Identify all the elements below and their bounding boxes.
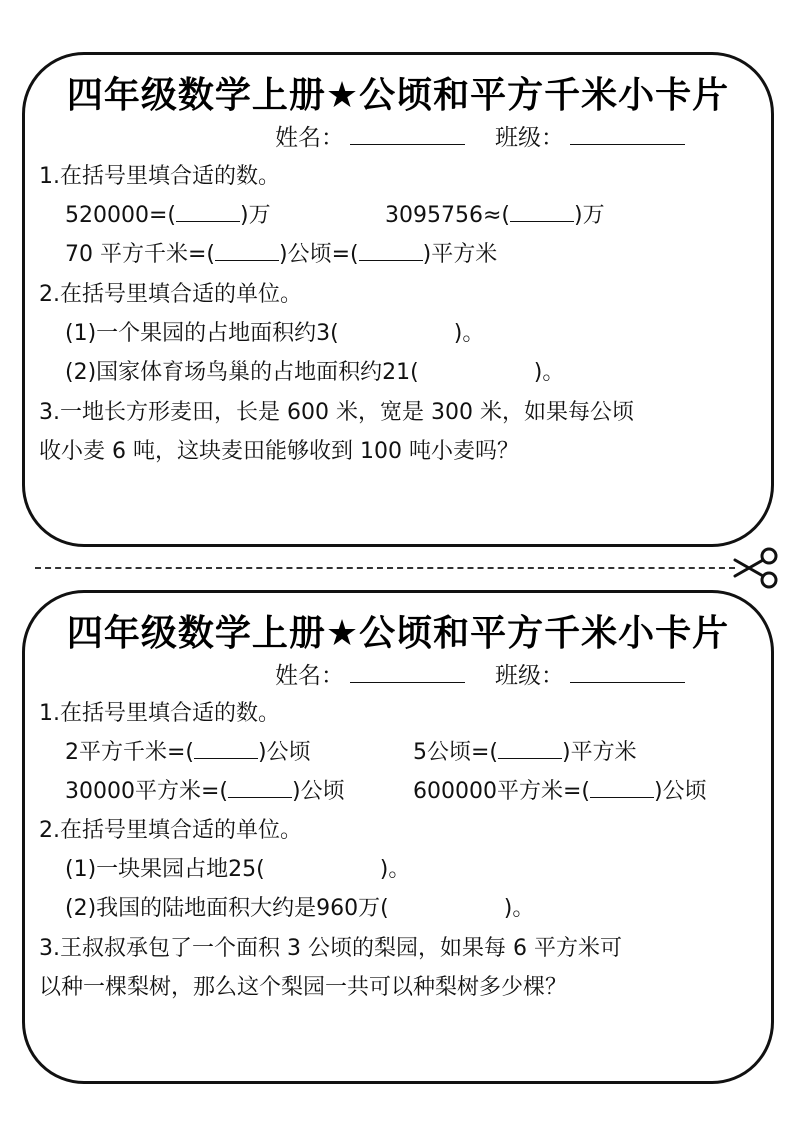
name-class-line	[275, 657, 685, 690]
q2-item-text: )。	[379, 857, 411, 882]
card-2	[22, 590, 774, 1084]
q1-item-text: )万	[574, 203, 605, 228]
q1-item-text: )公顷	[258, 740, 311, 765]
q1-item-text: )万	[240, 203, 271, 228]
q1-item-text: 3095756≈(	[385, 203, 510, 228]
q1-item-text: 70 平方千米=(	[65, 242, 216, 267]
q3-line-2: 以种一棵梨树，那么这个梨园一共可以种梨树多少棵？	[39, 975, 568, 1000]
q3-line-1: 3.一地长方形麦田，长是 600 米，宽是 300 米，如果每公顷	[39, 400, 634, 425]
name-blank[interactable]	[350, 662, 465, 683]
class-label: 班级：	[495, 663, 564, 689]
q1-item-3	[65, 237, 497, 268]
q2-heading: 2.在括号里填合适的单位。	[39, 818, 302, 843]
name-class-line	[275, 119, 685, 152]
name-blank[interactable]	[350, 124, 465, 145]
q3-line-2: 收小麦 6 吨，这块麦田能够收到 100 吨小麦吗？	[39, 439, 519, 464]
answer-blank[interactable]	[498, 738, 562, 759]
q2-item-text: )。	[503, 896, 535, 921]
answer-blank[interactable]	[359, 240, 423, 261]
q1-item-1	[65, 735, 311, 766]
q1-item-1	[65, 198, 271, 229]
q2-item-text: )。	[453, 321, 485, 346]
answer-blank[interactable]	[176, 201, 240, 222]
q1-item-text: 2平方千米=(	[65, 740, 195, 765]
q1-item-text: 520000=(	[65, 203, 176, 228]
card-title: 四年级数学上册★公顷和平方千米小卡片	[66, 613, 730, 654]
q1-item-2	[413, 735, 637, 766]
q3-line-1: 3.王叔叔承包了一个面积 3 公顷的梨园，如果每 6 平方米可	[39, 936, 622, 961]
q1-item-text: )公顷=(	[279, 242, 359, 267]
q1-item-text: 5公顷=(	[413, 740, 499, 765]
q1-item-text: )公顷	[654, 779, 707, 804]
q2-item-2	[65, 355, 564, 386]
q2-item-text: (1)一个果园的占地面积约3(	[65, 321, 339, 346]
class-blank[interactable]	[570, 662, 685, 683]
q1-item-text: 30000平方米=(	[65, 779, 229, 804]
q1-item-text: )平方米	[422, 242, 498, 267]
answer-blank[interactable]	[194, 738, 258, 759]
q1-item-text: )平方米	[562, 740, 637, 765]
name-label: 姓名：	[275, 663, 344, 689]
q2-item-2	[65, 891, 534, 922]
q1-item-text: )公顷	[292, 779, 345, 804]
q2-item-text: )。	[533, 360, 565, 385]
answer-blank[interactable]	[215, 240, 279, 261]
q2-item-text: (2)国家体育场鸟巢的占地面积约21(	[65, 360, 419, 385]
q1-item-2	[385, 198, 605, 229]
q1-item-3	[65, 774, 345, 805]
q1-item-4	[413, 774, 707, 805]
q1-item-text: 600000平方米=(	[413, 779, 590, 804]
q2-item-1	[65, 316, 484, 347]
class-label: 班级：	[495, 125, 564, 151]
answer-blank[interactable]	[228, 777, 292, 798]
q2-item-1	[65, 852, 410, 883]
answer-blank[interactable]	[510, 201, 574, 222]
q1-heading: 1.在括号里填合适的数。	[39, 164, 280, 189]
cut-line	[35, 567, 735, 569]
q2-item-text: (1)一块果园占地25(	[65, 857, 265, 882]
scissors-icon	[731, 546, 779, 590]
q1-heading: 1.在括号里填合适的数。	[39, 701, 280, 726]
class-blank[interactable]	[570, 124, 685, 145]
card-title: 四年级数学上册★公顷和平方千米小卡片	[66, 75, 730, 116]
name-label: 姓名：	[275, 125, 344, 151]
q2-item-text: (2)我国的陆地面积大约是960万(	[65, 896, 389, 921]
q2-heading: 2.在括号里填合适的单位。	[39, 282, 302, 307]
answer-blank[interactable]	[590, 777, 654, 798]
card-1	[22, 52, 774, 547]
